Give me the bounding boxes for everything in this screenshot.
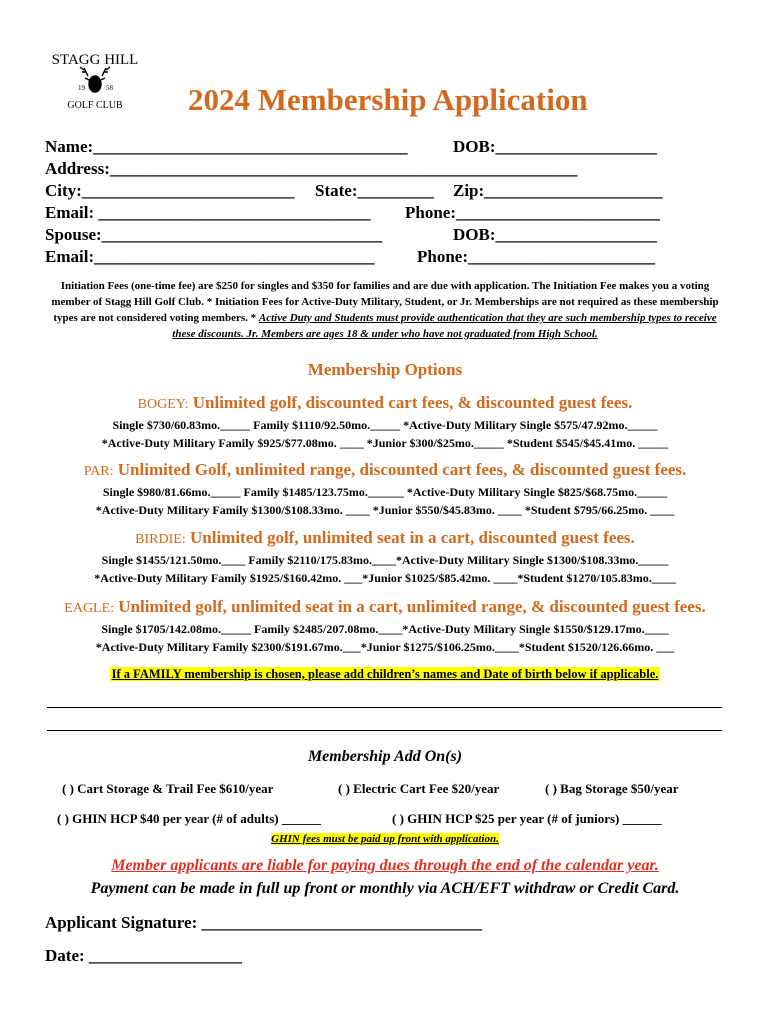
spouse-dob-field[interactable]: DOB:___________________ (453, 225, 657, 244)
family-note-text: If a FAMILY membership is chosen, please add children’s names and Date of birth below if applicable. (111, 667, 659, 681)
phone-field[interactable]: Phone:________________________ (405, 203, 660, 222)
addon-electric-cart[interactable]: ( ) Electric Cart Fee $20/year (338, 781, 500, 796)
plan-desc: Unlimited golf, discounted cart fees, & discounted guest fees. (192, 393, 633, 412)
plan-tier: EAGLE: (64, 601, 115, 616)
plan-tier: BOGEY: (137, 397, 189, 412)
address-field[interactable]: Address:_______________________________________________________ (45, 159, 578, 178)
city-field[interactable]: City:_________________________ (45, 181, 295, 200)
plan-prices-1[interactable]: Single $730/60.83mo._____ Family $1110/92.50mo._____ *Active-Duty Military Single $575/47.92mo._____ (112, 418, 658, 432)
logo-top-text: STAGG HILL (51, 52, 139, 68)
payment-note: Payment can be made in full up front or monthly via ACH/EFT withdraw or Credit Card. (90, 880, 680, 897)
plan-par (0, 459, 770, 519)
liable-note: Member applicants are liable for paying dues through the end of the calendar year. (111, 857, 659, 874)
addon-ghin-adults[interactable]: ( ) GHIN HCP $40 per year (# of adults) ______ (57, 811, 321, 826)
plan-bogey (0, 392, 770, 452)
page-title: 2024 Membership Application (188, 82, 588, 117)
plan-desc: Unlimited Golf, unlimited range, discounted cart fees, & discounted guest fees. (117, 460, 687, 479)
plan-desc: Unlimited golf, unlimited seat in a cart, unlimited range, & discounted guest fees. (118, 597, 706, 616)
club-logo (40, 40, 150, 120)
plan-prices-2[interactable]: *Active-Duty Military Family $1925/$160.42mo. ___*Junior $1025/$85.42mo. ____*Student $1270/105.83mo.____ (94, 571, 676, 585)
addon-ghin-juniors[interactable]: ( ) GHIN HCP $25 per year (# of juniors) ______ (392, 811, 662, 826)
addon-cart-storage[interactable]: ( ) Cart Storage & Trail Fee $610/year (62, 781, 274, 796)
ghin-note-text: GHIN fees must be paid up front with application. (271, 833, 499, 845)
spouse-phone-field[interactable]: Phone:______________________ (417, 247, 655, 266)
plan-desc: Unlimited golf, unlimited seat in a cart, discounted guest fees. (189, 528, 635, 547)
ghin-note (0, 829, 770, 847)
intro-text: Initiation Fees (one-time fee) are $250 for singles and $350 for families and are due with application. The Initiation Fee makes you a voting member of Stagg Hill Golf Club. * Initiation Fees for Active-Duty Military, Student, or Jr. Memberships are not required as these membership types are not considered voting members. * (51, 280, 719, 324)
plan-birdie (0, 527, 770, 587)
spouse-field[interactable]: Spouse:_________________________________ (45, 225, 383, 244)
addon-bag-storage[interactable]: ( ) Bag Storage $50/year (545, 781, 679, 796)
plan-prices-1[interactable]: Single $1455/121.50mo.____ Family $2110/175.83mo.____*Active-Duty Military Single $1300/$108.33mo._____ (101, 553, 669, 567)
state-field[interactable]: State:_________ (315, 181, 434, 200)
membership-options-title: Membership Options (307, 360, 463, 379)
logo-year-left: 19 (78, 84, 85, 92)
logo-year-right: 58 (106, 84, 113, 92)
spouse-email-field[interactable]: Email:_________________________________ (45, 247, 375, 266)
email-field[interactable]: Email: ________________________________ (45, 203, 371, 222)
plan-tier: BIRDIE: (135, 532, 186, 547)
plan-prices-2[interactable]: *Active-Duty Military Family $1300/$108.33mo. ____ *Junior $550/$45.83mo. ____ *Student $795/66.25mo. ____ (95, 503, 675, 517)
children-line-2[interactable] (47, 730, 722, 731)
applicant-fields (45, 136, 745, 268)
dob-field[interactable]: DOB:___________________ (453, 137, 657, 156)
intro-underlined-text: Active Duty and Students must provide authentication that they are such membership types to receive these discounts. Jr. Members are ages 18 & under who have not graduated from High School. (172, 312, 717, 340)
plan-prices-2[interactable]: *Active-Duty Military Family $2300/$191.67mo.___*Junior $1275/$106.25mo.____*Student $1520/126.66mo. ___ (95, 640, 675, 654)
logo-bottom-text: GOLF CLUB (67, 100, 123, 111)
date-field[interactable]: Date: __________________ (45, 946, 242, 965)
plan-prices-2[interactable]: *Active-Duty Military Family $925/$77.08mo. ____ *Junior $300/$25mo._____ *Student $545/$45.41mo. _____ (101, 436, 669, 450)
plan-eagle (0, 596, 770, 656)
family-note (0, 665, 770, 683)
children-line-1[interactable] (47, 707, 722, 708)
addons-title: Membership Add On(s) (307, 748, 463, 765)
plan-prices-1[interactable]: Single $980/81.66mo._____ Family $1485/123.75mo.______ *Active-Duty Military Single $825/$68.75mo._____ (102, 485, 668, 499)
plan-prices-1[interactable]: Single $1705/142.08mo._____ Family $2485/207.08mo.____*Active-Duty Military Single $1550/$129.17mo.____ (101, 622, 669, 636)
initiation-fee-note (45, 278, 725, 342)
signature-field[interactable]: Applicant Signature: _________________________________ (45, 913, 482, 932)
name-field[interactable]: Name:_____________________________________ (45, 137, 408, 156)
plan-tier: PAR: (83, 464, 114, 479)
zip-field[interactable]: Zip:_____________________ (453, 181, 663, 200)
